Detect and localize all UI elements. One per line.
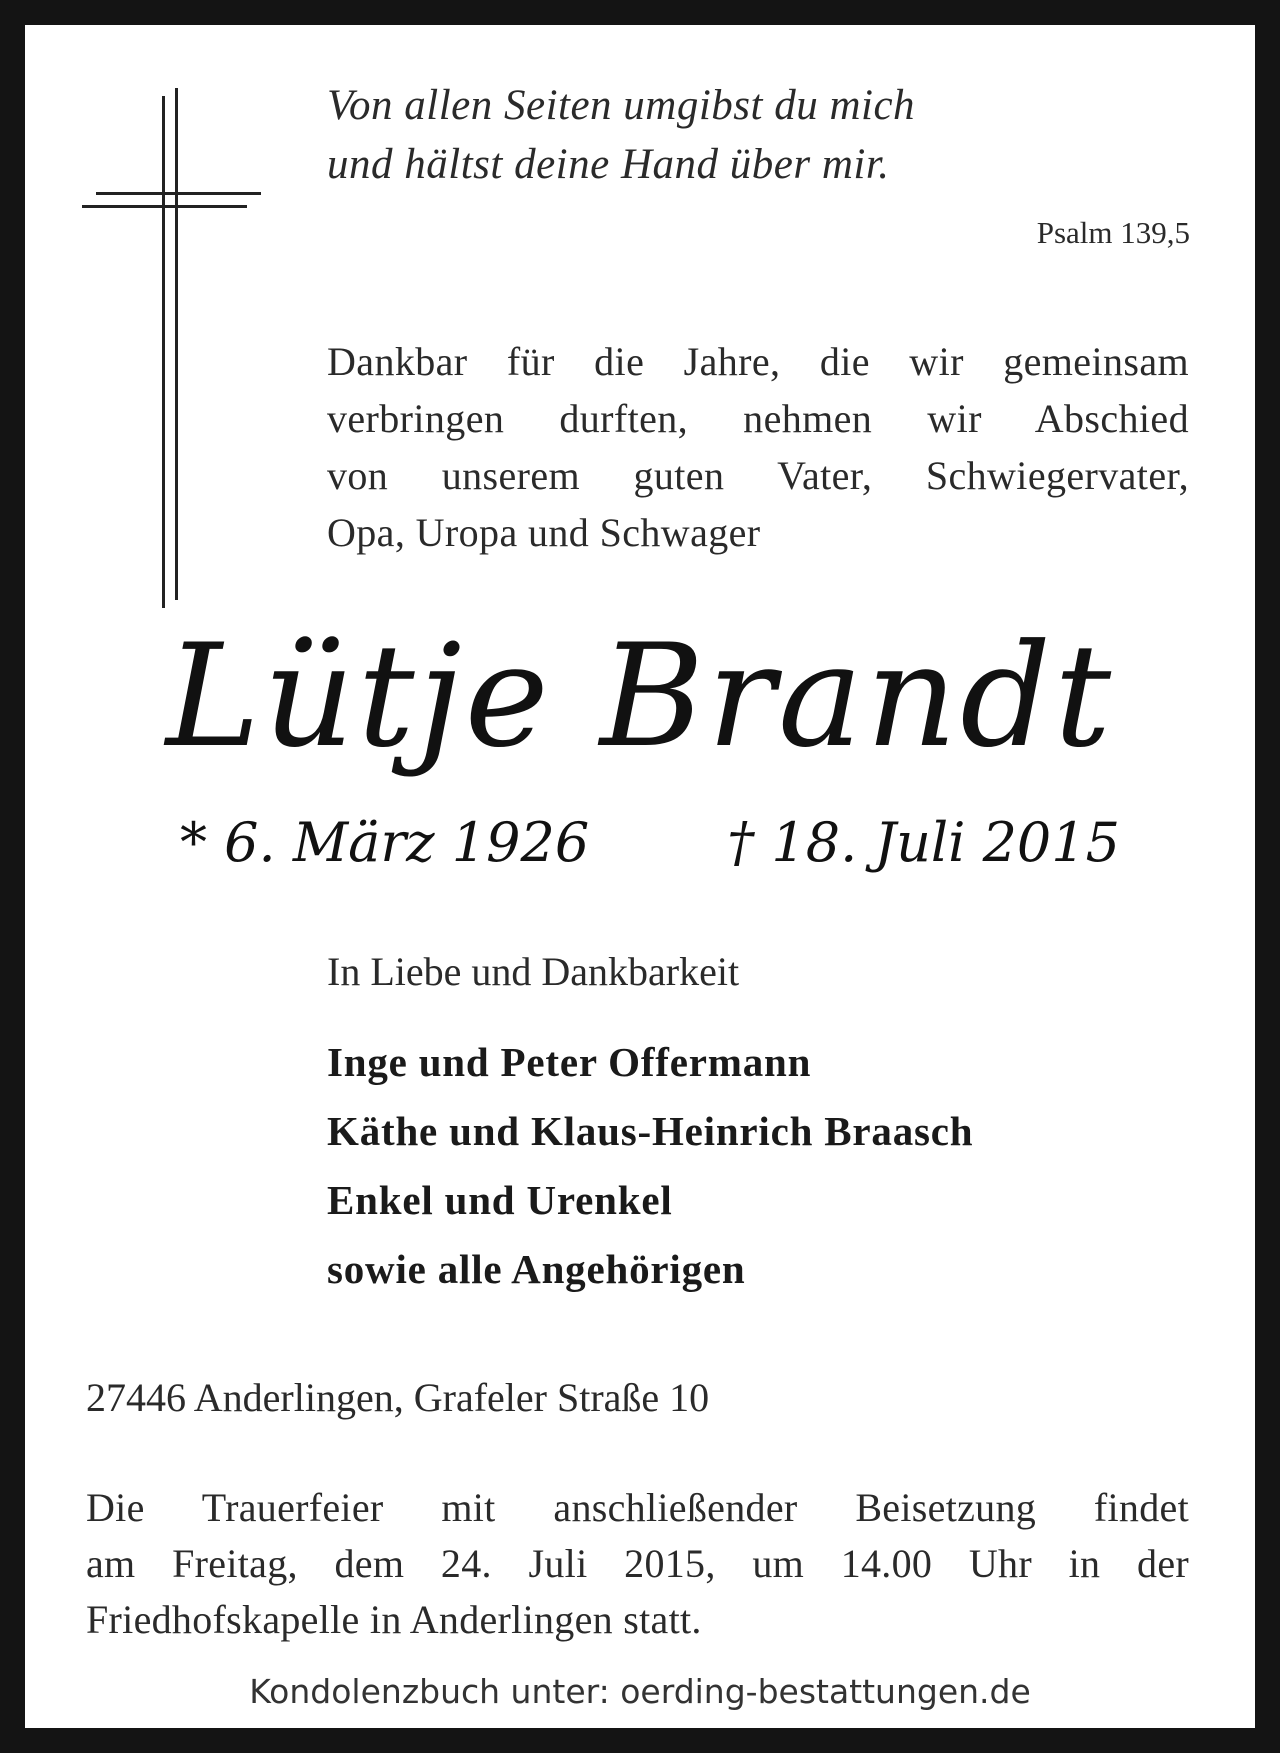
deceased-name: Lütje Brandt [165,614,1115,779]
ceremony-line-1: Die Trauerfeier mit anschließender Beisetzung findet [86,1485,1189,1530]
mourner-line: sowie alle Angehörigen [327,1246,746,1292]
verse-line-1: Von allen Seiten umgibst du mich [327,82,916,129]
mourner-line: Enkel und Urenkel [327,1177,673,1223]
psalm-verse [327,76,1087,194]
intro-line-4: Opa, Uropa und Schwager [327,510,761,555]
mourners-list [327,1028,1187,1304]
mourner-line: Käthe und Klaus-Heinrich Braasch [327,1108,974,1154]
ceremony-line-2: am Freitag, dem 24. Juli 2015, um 14.00 Uhr in der [86,1541,1189,1586]
intro-line-1: Dankbar für die Jahre, die wir gemeinsam [327,339,1189,384]
death-date: † 18. Juli 2015 [727,811,1120,874]
ceremony-line-3: Friedhofskapelle in Anderlingen statt. [86,1597,702,1642]
verse-source: Psalm 139,5 [1036,215,1190,250]
intro-line-3: von unserem guten Vater, Schwiegervater, [327,453,1189,498]
condolence-link[interactable]: Kondolenzbuch unter: oerding-bestattungen.de [249,1672,1031,1711]
ceremony-info [86,1480,1189,1648]
closing-phrase: In Liebe und Dankbarkeit [327,949,740,994]
birth-date: * 6. März 1926 [180,811,590,874]
intro-line-2: verbringen durften, nehmen wir Abschied [327,396,1189,441]
verse-line-2: und hältst deine Hand über mir. [327,141,890,188]
mourner-line: Inge und Peter Offermann [327,1039,812,1085]
family-address: 27446 Anderlingen, Grafeler Straße 10 [86,1375,710,1420]
intro-text [327,333,1189,561]
life-dates [180,808,1120,878]
cross-icon [80,88,264,608]
